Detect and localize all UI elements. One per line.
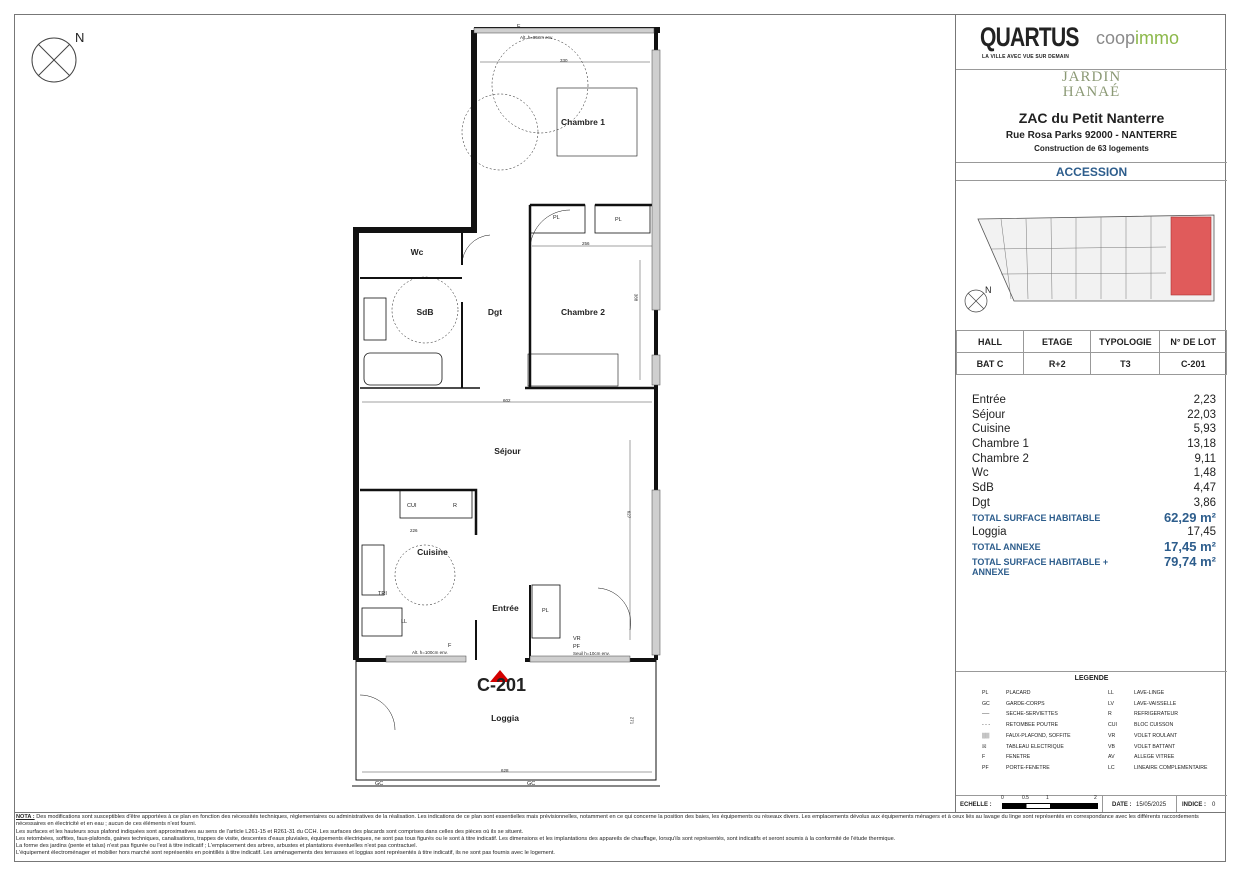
total-all-label: TOTAL SURFACE HABITABLE + ANNEXE bbox=[972, 556, 1109, 577]
coopimmo-logo bbox=[1096, 28, 1179, 49]
index-label: INDICE : bbox=[1182, 802, 1206, 808]
dim-loggia-width: 628 bbox=[501, 768, 509, 773]
room-chambre2: Chambre 2 bbox=[561, 307, 605, 317]
total-habitable-row bbox=[972, 511, 1216, 526]
note-window-height: Alt. h=85cm env. bbox=[520, 35, 554, 40]
note-line: L'équipement électroménager et mobilier hors marché sont représentés en pointillés à titre indicatif. Les aménagements des terrasses et loggias sont représentés à titre indicatif, ils ne sont pas fournis avec le logement. bbox=[16, 850, 555, 857]
legend-text: TABLEAU ELECTRIQUE bbox=[1006, 743, 1064, 750]
room-chambre1: Chambre 1 bbox=[561, 117, 605, 127]
key-plan bbox=[956, 209, 1227, 324]
program-line1: JARDIN bbox=[1061, 69, 1122, 85]
lot-header-lot: N° DE LOT bbox=[1160, 331, 1227, 353]
note-line: Les surfaces et les hauteurs sous plafond indiquées sont approximatives au sens de l'article L261-15 et R261-31 du CCH. Les surfaces des placards sont comprises dans celles des pièces où ils se situent. bbox=[16, 828, 524, 835]
surface-value: 22,03 bbox=[1187, 408, 1216, 421]
access-title: ACCESSION bbox=[1055, 165, 1128, 179]
label-porte-fenetre: PF bbox=[573, 644, 581, 650]
legend-text: FAUX-PLAFOND, SOFFITE bbox=[1006, 732, 1071, 739]
legend-text: LINEAIRE COMPLEMENTAIRE bbox=[1134, 764, 1208, 771]
surface-row bbox=[972, 525, 1216, 540]
surface-row bbox=[972, 408, 1216, 423]
total-annexe-value: 17,45 m² bbox=[1163, 538, 1216, 554]
lot-table bbox=[956, 330, 1227, 375]
project-address: Rue Rosa Parks 92000 - NANTERRE bbox=[1005, 130, 1178, 141]
label-tri: TRI bbox=[378, 591, 387, 597]
room-cuisine: Cuisine bbox=[417, 547, 448, 557]
legend-code: VR bbox=[1108, 732, 1116, 739]
legend bbox=[956, 671, 1227, 796]
scale-tick: 0 bbox=[1001, 795, 1004, 801]
legend-code: LV bbox=[1108, 700, 1114, 707]
keyplan-north-label: N bbox=[985, 285, 992, 295]
label-placard: PL bbox=[553, 215, 560, 221]
label-refrigerateur: R bbox=[453, 503, 457, 509]
surface-value: 2,23 bbox=[1193, 394, 1216, 406]
legend-text: PLACARD bbox=[1006, 690, 1031, 696]
legend-text: RETOMBEE POUTRE bbox=[1006, 722, 1059, 729]
lot-value-lot: C-201 bbox=[1160, 353, 1227, 375]
surface-row bbox=[972, 452, 1216, 467]
legend-text: FENETRE bbox=[1006, 754, 1031, 761]
label-placard: PL bbox=[542, 608, 549, 614]
legend-symbol: ☒ bbox=[982, 743, 987, 750]
date-label: DATE : bbox=[1112, 802, 1132, 808]
legend-text: SECHE-SERVIETTES bbox=[1006, 711, 1058, 718]
legend-text: GARDE-CORPS bbox=[1006, 700, 1045, 707]
surface-row bbox=[972, 481, 1216, 496]
legend-text: VOLET BATTANT bbox=[1134, 743, 1176, 750]
legend-text: BLOC CUISSON bbox=[1134, 722, 1174, 729]
label-lave-linge: LL bbox=[401, 619, 408, 625]
legend-texts-right bbox=[1134, 688, 1226, 774]
legend-codes-right bbox=[1108, 688, 1128, 774]
loggia-label: Loggia bbox=[972, 526, 1007, 539]
coopimmo-logo-part1: coop bbox=[1096, 28, 1136, 48]
room-loggia: Loggia bbox=[491, 713, 519, 723]
scale-tick: 2 bbox=[1094, 795, 1097, 801]
legend-text: VOLET ROULANT bbox=[1134, 732, 1178, 739]
footer-bar bbox=[956, 795, 1227, 813]
room-sdb: SdB bbox=[416, 307, 434, 317]
room-sejour: Séjour bbox=[494, 446, 521, 456]
note-threshold: Seuil h=10cm env. bbox=[573, 651, 610, 656]
surface-row bbox=[972, 422, 1216, 437]
surface-room: SdB bbox=[972, 482, 994, 495]
lot-header-typologie: TYPOLOGIE bbox=[1091, 331, 1160, 353]
surface-room: Entrée bbox=[972, 394, 1006, 406]
note-line: La forme des jardins (pente et talus) n'est pas figurée ou l'est à titre indicatif ; L'emplacement des arbres, arbustes et plantations éventuelles n'est pas contractuel. bbox=[16, 843, 418, 850]
scale-label: ECHELLE : bbox=[960, 802, 992, 808]
note-window-height: Alt. h=100cm env. bbox=[412, 650, 448, 655]
note-title: NOTA : bbox=[16, 814, 35, 820]
surface-room: Chambre 2 bbox=[972, 452, 1029, 465]
program-logo bbox=[956, 70, 1227, 100]
total-all-row bbox=[972, 553, 1216, 581]
dim-sejour-depth: 627 bbox=[626, 510, 632, 519]
legend-code: VB bbox=[1108, 743, 1115, 750]
dim-cuisine-width: 226 bbox=[410, 528, 418, 533]
room-entree: Entrée bbox=[492, 603, 519, 613]
lot-header-hall: HALL bbox=[957, 331, 1024, 353]
surface-value: 4,47 bbox=[1193, 482, 1216, 495]
room-wc: Wc bbox=[410, 247, 424, 257]
total-habitable-label: TOTAL SURFACE HABITABLE bbox=[972, 512, 1101, 523]
legend-code: PL bbox=[982, 690, 989, 696]
dim-loggia-depth: 271 bbox=[629, 716, 635, 725]
room-dgt: Dgt bbox=[487, 307, 503, 317]
surface-row bbox=[972, 496, 1216, 511]
project-construction: Construction de 63 logements bbox=[1034, 144, 1149, 153]
surface-value: 3,86 bbox=[1193, 496, 1216, 509]
surface-value: 5,93 bbox=[1193, 423, 1216, 436]
date-value: 15/05/2025 bbox=[1136, 802, 1167, 808]
dim-chambre1-width: 330 bbox=[560, 58, 568, 63]
total-annexe-label: TOTAL ANNEXE bbox=[972, 541, 1041, 552]
dim-sejour-width: 602 bbox=[503, 398, 511, 403]
legend-title: LEGENDE bbox=[1074, 675, 1109, 682]
surface-room: Séjour bbox=[972, 408, 1006, 421]
legend-code: AV bbox=[1108, 754, 1115, 761]
surface-table bbox=[972, 393, 1216, 581]
loggia-value: 17,45 bbox=[1187, 526, 1216, 539]
surface-row bbox=[972, 437, 1216, 452]
note-text: Des modifications sont susceptibles d'être apportées à ce plan en fonction des nécessités techniques, réglementaires ou administratives de la réalisation. Les indications de ce plan sont essentielles mais prévisionnelles, notamment en ce qui concerne la position des baies, les équipements ou réseaux divers. Les emplacements dévolus aux équipements ménagers et à ceux liés au lavage du linge sont représentés en correspondance avec les différents raccordements nécessaires en électricité et en eau ; aucun de ces éléments n'est fourni. bbox=[16, 814, 1199, 828]
dim-chambre2-width: 256 bbox=[582, 241, 590, 246]
surface-row bbox=[972, 466, 1216, 481]
legend-code: CUI bbox=[1108, 722, 1117, 729]
label-placard: PL bbox=[615, 217, 622, 223]
legend-text: LAVE-LINGE bbox=[1134, 690, 1165, 696]
legend-code: GC bbox=[982, 700, 990, 707]
legend-code: LL bbox=[1108, 690, 1114, 696]
legend-code: LC bbox=[1108, 764, 1115, 771]
index-value: 0 bbox=[1212, 802, 1216, 808]
program-line2: HANAÉ bbox=[1062, 84, 1121, 100]
coopimmo-logo-part2: immo bbox=[1135, 28, 1180, 48]
label-garde-corps: GC bbox=[375, 781, 384, 787]
surface-room: Chambre 1 bbox=[972, 438, 1029, 451]
lot-label: C-201 bbox=[477, 675, 527, 695]
title-block bbox=[955, 14, 1226, 812]
compass bbox=[28, 30, 98, 90]
legend-text: ALLEGE VITREE bbox=[1134, 754, 1175, 761]
surface-value: 13,18 bbox=[1187, 438, 1216, 451]
scale-bar bbox=[1002, 803, 1098, 809]
surface-row bbox=[972, 393, 1216, 408]
lot-value-etage: R+2 bbox=[1023, 353, 1090, 375]
lot-value-typologie: T3 bbox=[1091, 353, 1160, 375]
label-bloc-cuisson: CUI bbox=[407, 503, 417, 509]
legend-symbol: - - - bbox=[982, 722, 991, 729]
label-garde-corps: GC bbox=[527, 781, 536, 787]
project-name: ZAC du Petit Nanterre bbox=[1018, 110, 1165, 126]
lot-value-hall: BAT C bbox=[957, 353, 1024, 375]
surface-room: Wc bbox=[972, 467, 989, 480]
scale-tick: 1 bbox=[1046, 795, 1049, 801]
total-all-value: 79,74 m² bbox=[1163, 553, 1216, 569]
label-fenetre: F bbox=[517, 24, 521, 30]
legend-code: PF bbox=[982, 764, 989, 771]
total-annexe-row bbox=[972, 540, 1216, 555]
legend-texts-left bbox=[1006, 688, 1106, 774]
label-volet-roulant: VR bbox=[573, 636, 581, 642]
scale-tick: 0.5 bbox=[1022, 795, 1029, 801]
legend-symbol: ── bbox=[982, 711, 990, 718]
surface-value: 9,11 bbox=[1194, 452, 1216, 465]
legend-text: LAVE-VAISSELLE bbox=[1134, 700, 1177, 707]
total-habitable-value: 62,29 m² bbox=[1163, 509, 1216, 525]
legend-codes-left bbox=[982, 688, 1002, 774]
quartus-tagline: LA VILLE AVEC VUE SUR DEMAIN bbox=[982, 54, 1070, 60]
surface-room: Cuisine bbox=[972, 423, 1011, 436]
dim-right-depth: 388 bbox=[633, 293, 639, 302]
disclaimer-note bbox=[16, 814, 1222, 858]
surface-value: 1,48 bbox=[1193, 467, 1216, 480]
lot-header-etage: ETAGE bbox=[1023, 331, 1090, 353]
compass-north-label: N bbox=[75, 30, 85, 45]
legend-code: F bbox=[982, 754, 986, 761]
label-fenetre: F bbox=[448, 643, 452, 649]
legend-text: REFRIGERATEUR bbox=[1134, 711, 1178, 718]
note-line: Les retombées, soffites, faux-plafonds, gaines techniques, canalisations, trappes de visite, descentes d'eaux pluviales, équipements électriques, ne sont pas tous figurés ou le sont à titre indicatif. Les dimensions et les implantations des appareils de chauffage, lorsqu'ils sont représentés, sont indicatifs et seront soumis à la conformité de l'étude thermique. bbox=[16, 835, 896, 842]
legend-symbol: ▒▒ bbox=[982, 732, 990, 739]
legend-code: R bbox=[1108, 711, 1112, 718]
legend-text: PORTE-FENETRE bbox=[1006, 764, 1050, 771]
quartus-logo: QUARTUS bbox=[980, 22, 1079, 52]
surface-room: Dgt bbox=[972, 496, 990, 509]
